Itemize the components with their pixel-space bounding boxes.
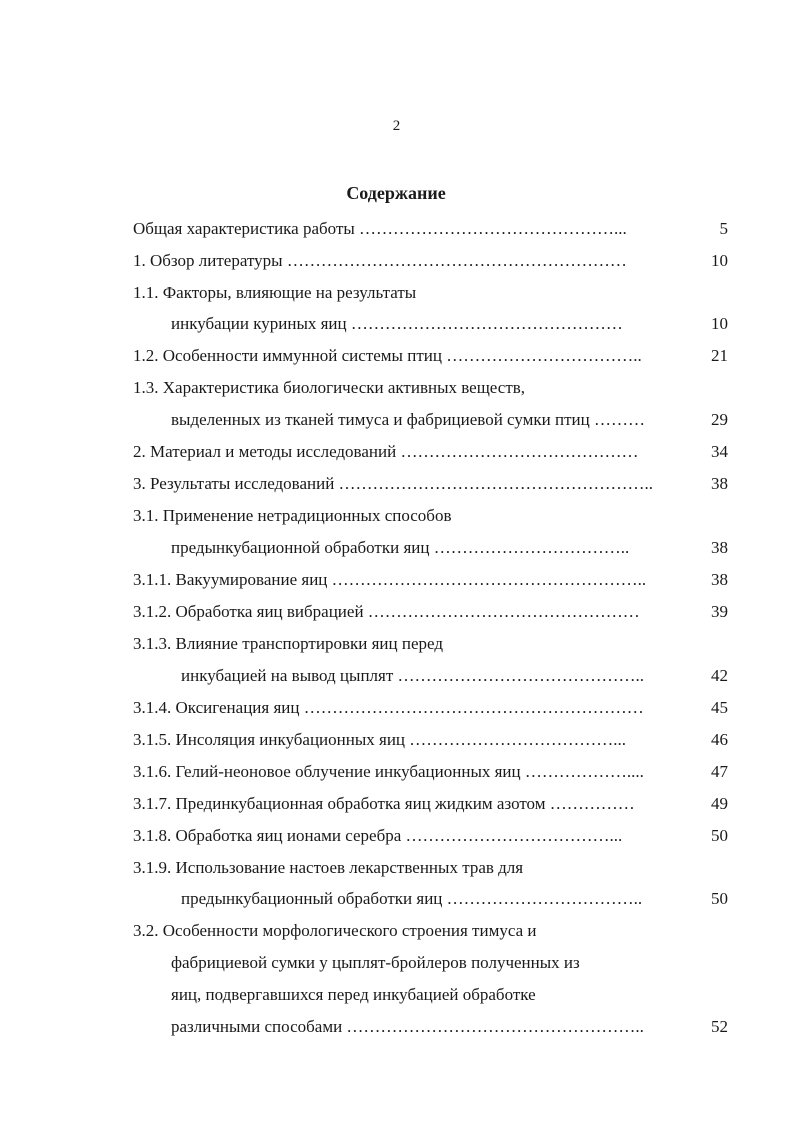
toc-entry-page: 49: [711, 794, 728, 813]
toc-entry-text: 3.1.2. Обработка яиц вибрацией …………………………………………: [133, 602, 640, 621]
toc-entry-page: 38: [711, 538, 728, 557]
toc-entry-text: 3.1.1. Вакуумирование яиц ………………………………………………..: [133, 570, 647, 589]
toc-entry-text: предынкубационной обработки яиц ……………………………..: [171, 538, 630, 557]
toc-entry-page: 47: [711, 762, 728, 781]
toc-entry-text: 3.2. Особенности морфологического строения тимуса и: [133, 921, 537, 940]
toc-entry-page: 45: [711, 698, 728, 717]
toc-entry-page: 39: [711, 602, 728, 621]
toc-entry-text: 3.1.3. Влияние транспортировки яиц перед: [133, 634, 443, 653]
toc-entry-text: 3.1.6. Гелий-неоновое облучение инкубационных яиц ………………....: [133, 762, 644, 781]
toc-entry-text: различными способами ……………………………………………..: [171, 1017, 644, 1036]
toc-entry-text: предынкубационный обработки яиц ……………………………..: [181, 889, 643, 908]
toc-entry-page: 46: [711, 730, 728, 749]
toc-entry-text: 3.1.9. Использование настоев лекарственных трав для: [133, 858, 524, 877]
toc-entry-text: 2. Материал и методы исследований ……………………………………: [133, 442, 639, 461]
toc-entry-page: 50: [711, 826, 728, 845]
toc-title-text: Содержание: [346, 183, 446, 203]
toc-entry-text: 1.2. Особенности иммунной системы птиц ……………………………..: [133, 346, 642, 365]
toc-entry-text: 3.1.7. Прединкубационная обработка яиц жидким азотом ……………: [133, 794, 635, 813]
toc-entry-page: 10: [711, 314, 728, 333]
toc-entry-text: фабрициевой сумки у цыплят-бройлеров полученных из: [171, 953, 580, 972]
toc-entry-page: 5: [719, 219, 728, 238]
toc-entry-text: 3.1.5. Инсоляция инкубационных яиц ………………………………...: [133, 730, 627, 749]
toc-entry-text: 3. Результаты исследований ………………………………………………..: [133, 474, 654, 493]
toc-entry-text: инкубации куриных яиц …………………………………………: [171, 314, 623, 333]
toc-entry-page: 29: [711, 410, 728, 429]
toc-entry-page: 42: [711, 666, 728, 685]
toc-entry-page: 38: [711, 474, 728, 493]
toc-entry-text: яиц, подвергавшихся перед инкубацией обработке: [171, 985, 536, 1004]
toc-entry-text: 3.1.8. Обработка яиц ионами серебра ………………………………...: [133, 826, 623, 845]
toc-entry-page: 38: [711, 570, 728, 589]
toc-entry-page: 10: [711, 251, 728, 270]
toc-entry-text: 3.1.4. Оксигенация яиц ……………………………………………………: [133, 698, 644, 717]
page-number: 2: [392, 118, 401, 134]
toc-entry-text: инкубацией на вывод цыплят ……………………………………..: [181, 666, 645, 685]
toc-entry-page: 52: [711, 1017, 728, 1036]
toc-entry-text: выделенных из тканей тимуса и фабрициевой сумки птиц ………: [171, 410, 645, 429]
toc-entry-text: 1. Обзор литературы ……………………………………………………: [133, 251, 627, 270]
toc-entry-text: 1.1. Факторы, влияющие на результаты: [133, 283, 417, 302]
toc-entry-text: Общая характеристика работы ………………………………………...: [133, 219, 627, 238]
toc-entry-text: 1.3. Характеристика биологически активных веществ,: [133, 378, 526, 397]
toc-entry-text: 3.1. Применение нетрадиционных способов: [133, 506, 452, 525]
toc-entry-page: 34: [711, 442, 728, 461]
toc-entry-page: 21: [711, 346, 728, 365]
toc-title: [0, 183, 793, 204]
toc-entry-page: 50: [711, 889, 728, 908]
